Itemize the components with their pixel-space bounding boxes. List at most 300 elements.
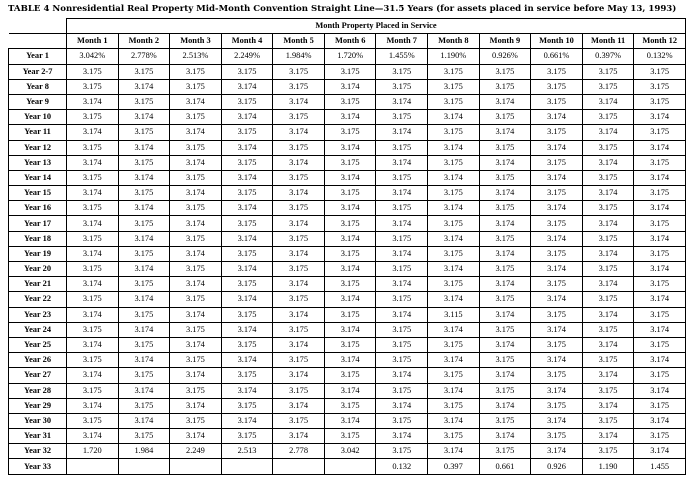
table-body [9,49,686,474]
row-label: Year 20 [9,262,67,277]
table-cell: 3.175 [273,201,325,216]
table-cell: 3.175 [376,262,428,277]
table-cell: 3.175 [170,140,222,155]
table-row [9,125,686,140]
table-cell: 3.175 [118,246,170,261]
table-cell: 3.175 [273,383,325,398]
table-cell: 3.175 [531,429,583,444]
table-cell: 3.175 [221,307,273,322]
table-cell: 3.175 [118,368,170,383]
table-cell: 3.174 [531,383,583,398]
table-cell: 3.174 [324,170,376,185]
table-cell: 3.175 [118,155,170,170]
table-cell: 3.174 [582,429,634,444]
table-cell: 3.174 [479,94,531,109]
table-cell: 3.174 [531,262,583,277]
table-cell: 3.174 [170,155,222,170]
table-cell: 3.174 [582,216,634,231]
table-cell: 3.175 [273,353,325,368]
table-cell: 3.174 [634,231,686,246]
table-cell: 3.174 [428,322,480,337]
table-cell: 3.175 [67,383,119,398]
table-cell: 3.174 [376,277,428,292]
table-cell: 3.174 [479,125,531,140]
row-label: Year 30 [9,413,67,428]
table-cell: 3.174 [582,277,634,292]
table-cell: 3.174 [479,155,531,170]
table-cell: 3.175 [376,322,428,337]
table-cell: 3.175 [531,186,583,201]
table-cell: 3.174 [221,413,273,428]
table-cell: 3.174 [376,429,428,444]
table-cell: 3.175 [428,368,480,383]
table-cell: 3.174 [428,383,480,398]
table-cell: 3.175 [67,170,119,185]
table-cell [273,459,325,474]
table-cell: 3.175 [221,125,273,140]
table-cell: 3.175 [67,322,119,337]
table-cell: 3.175 [273,231,325,246]
table-cell: 3.174 [324,383,376,398]
table-cell: 3.174 [376,125,428,140]
table-cell: 3.174 [582,155,634,170]
table-cell: 3.175 [324,398,376,413]
table-cell: 3.175 [428,186,480,201]
span-header-row [9,19,686,34]
table-row [9,277,686,292]
table-row [9,429,686,444]
table-cell: 3.175 [428,277,480,292]
table-row [9,170,686,185]
table-cell: 3.175 [582,292,634,307]
row-label: Year 31 [9,429,67,444]
table-cell: 3.175 [221,246,273,261]
table-cell: 3.175 [531,277,583,292]
table-cell: 3.174 [170,216,222,231]
table-cell: 3.175 [376,337,428,352]
table-cell: 3.174 [479,429,531,444]
table-row [9,49,686,64]
table-cell: 3.175 [221,186,273,201]
table-cell: 3.174 [376,307,428,322]
table-cell: 3.174 [428,231,480,246]
column-header-row [9,34,686,49]
table-cell: 3.175 [376,383,428,398]
table-cell: 3.175 [324,216,376,231]
row-label: Year 26 [9,353,67,368]
table-cell [170,459,222,474]
table-cell: 3.175 [273,170,325,185]
table-cell: 3.042 [324,444,376,459]
table-cell: 3.174 [273,277,325,292]
table-row [9,292,686,307]
table-cell: 3.175 [531,398,583,413]
table-cell: 3.174 [221,201,273,216]
table-cell: 3.174 [118,292,170,307]
table-cell: 3.175 [118,429,170,444]
row-label: Year 21 [9,277,67,292]
table-cell: 3.175 [479,353,531,368]
table-cell: 0.397% [582,49,634,64]
column-header: Month 1 [67,34,119,49]
table-cell: 3.174 [67,216,119,231]
depreciation-table [8,18,686,475]
table-row [9,186,686,201]
table-cell: 3.174 [428,262,480,277]
table-cell: 3.174 [582,125,634,140]
table-cell: 3.175 [376,170,428,185]
table-cell: 3.174 [170,429,222,444]
column-header: Month 5 [273,34,325,49]
table-cell: 3.174 [428,140,480,155]
table-cell: 3.175 [582,79,634,94]
table-cell: 3.174 [67,429,119,444]
table-cell: 0.132 [376,459,428,474]
row-label: Year 23 [9,307,67,322]
table-row [9,155,686,170]
table-cell: 3.174 [221,383,273,398]
table-cell: 3.175 [428,64,480,79]
table-cell: 3.175 [221,429,273,444]
table-cell: 3.174 [324,353,376,368]
table-cell: 3.174 [273,186,325,201]
table-cell: 3.174 [634,353,686,368]
table-row [9,307,686,322]
table-cell: 3.175 [634,246,686,261]
table-cell: 3.175 [428,246,480,261]
table-cell: 3.174 [428,170,480,185]
table-cell: 1.190 [582,459,634,474]
table-cell: 3.174 [428,110,480,125]
table-cell: 3.175 [634,79,686,94]
table-cell: 3.175 [118,337,170,352]
table-cell: 3.175 [479,322,531,337]
row-label: Year 19 [9,246,67,261]
row-label: Year 18 [9,231,67,246]
table-cell: 3.175 [582,322,634,337]
table-cell: 3.175 [170,262,222,277]
table-cell: 3.174 [479,368,531,383]
table-row [9,353,686,368]
table-cell: 3.174 [273,307,325,322]
table-cell: 3.175 [479,79,531,94]
table-cell: 3.174 [479,246,531,261]
table-cell: 3.175 [324,186,376,201]
table-cell: 3.175 [67,231,119,246]
table-cell: 3.174 [531,322,583,337]
table-cell: 3.175 [428,125,480,140]
row-label: Year 16 [9,201,67,216]
table-row [9,79,686,94]
table-cell: 3.174 [170,398,222,413]
table-cell: 3.174 [376,186,428,201]
table-cell: 3.174 [67,186,119,201]
table-cell: 3.175 [118,64,170,79]
table-cell: 3.175 [531,125,583,140]
table-cell: 3.174 [428,201,480,216]
table-cell: 2.513% [170,49,222,64]
table-cell: 3.175 [479,444,531,459]
table-cell: 3.175 [118,216,170,231]
table-cell: 3.175 [634,216,686,231]
table-cell: 3.174 [170,125,222,140]
table-cell: 3.174 [67,155,119,170]
table-cell: 3.175 [273,292,325,307]
table-cell: 3.174 [479,398,531,413]
table-cell: 3.175 [531,155,583,170]
table-cell: 3.175 [531,368,583,383]
table-cell: 1.455% [376,49,428,64]
table-cell: 3.175 [324,246,376,261]
table-cell [67,459,119,474]
table-cell: 3.115 [428,307,480,322]
table-cell: 2.778 [273,444,325,459]
table-cell: 3.175 [479,64,531,79]
table-cell: 3.174 [118,353,170,368]
table-cell: 3.174 [428,353,480,368]
table-cell: 3.175 [221,368,273,383]
table-cell: 3.174 [582,337,634,352]
table-cell: 3.174 [634,292,686,307]
table-cell: 3.175 [221,216,273,231]
table-cell: 3.174 [324,79,376,94]
table-cell: 0.397 [428,459,480,474]
row-label: Year 29 [9,398,67,413]
table-cell: 1.720% [324,49,376,64]
table-cell: 3.174 [118,140,170,155]
table-cell: 3.175 [324,94,376,109]
table-cell: 3.175 [376,201,428,216]
table-cell: 3.174 [67,307,119,322]
row-label: Year 22 [9,292,67,307]
column-header: Month 8 [428,34,480,49]
table-cell: 3.175 [221,64,273,79]
table-cell: 3.175 [428,94,480,109]
table-cell: 3.175 [531,216,583,231]
table-cell: 3.175 [118,125,170,140]
table-row [9,64,686,79]
table-cell: 3.175 [170,413,222,428]
table-row [9,444,686,459]
table-cell: 3.175 [221,398,273,413]
table-cell: 3.174 [118,322,170,337]
table-cell: 2.513 [221,444,273,459]
table-cell: 3.175 [170,110,222,125]
table-row [9,368,686,383]
table-cell: 3.175 [221,277,273,292]
row-label: Year 1 [9,49,67,64]
table-cell: 3.174 [634,444,686,459]
table-cell: 3.175 [634,398,686,413]
table-cell: 3.174 [479,307,531,322]
table-cell: 3.174 [170,277,222,292]
table-cell: 3.174 [324,413,376,428]
table-cell: 3.175 [582,383,634,398]
table-cell: 3.175 [118,277,170,292]
table-cell: 3.175 [376,140,428,155]
table-cell: 3.174 [170,94,222,109]
table-cell: 3.175 [376,413,428,428]
table-cell: 3.175 [479,262,531,277]
table-cell: 3.174 [324,231,376,246]
column-header: Month 12 [634,34,686,49]
table-cell: 3.175 [582,353,634,368]
table-row [9,216,686,231]
table-cell: 0.661 [479,459,531,474]
table-cell: 3.175 [273,64,325,79]
table-cell: 3.174 [324,110,376,125]
table-cell: 3.175 [273,79,325,94]
table-cell: 0.926% [479,49,531,64]
table-cell: 3.174 [118,262,170,277]
table-cell: 3.174 [273,155,325,170]
table-cell: 3.175 [170,170,222,185]
table-cell: 3.174 [428,292,480,307]
table-cell: 3.174 [273,125,325,140]
table-cell: 3.174 [221,79,273,94]
table-cell: 3.175 [118,186,170,201]
table-cell: 3.175 [479,201,531,216]
table-cell: 3.174 [221,353,273,368]
row-label: Year 33 [9,459,67,474]
table-cell: 3.175 [428,429,480,444]
table-cell: 3.174 [273,94,325,109]
table-cell: 3.175 [67,64,119,79]
table-cell: 3.174 [634,140,686,155]
table-cell: 3.174 [531,201,583,216]
table-cell: 3.174 [273,368,325,383]
table-cell: 3.174 [531,170,583,185]
table-cell: 3.174 [531,292,583,307]
row-label: Year 27 [9,368,67,383]
table-cell: 3.175 [531,307,583,322]
table-cell: 3.175 [170,201,222,216]
table-cell: 3.175 [170,64,222,79]
corner-cell-2 [9,34,67,49]
table-cell: 3.175 [634,277,686,292]
row-label: Year 13 [9,155,67,170]
table-cell: 3.174 [582,368,634,383]
table-cell: 3.175 [170,292,222,307]
table-cell: 3.175 [582,262,634,277]
table-cell: 3.174 [170,368,222,383]
table-cell: 3.174 [376,368,428,383]
table-cell: 0.926 [531,459,583,474]
table-cell: 3.175 [67,413,119,428]
table-cell: 0.661% [531,49,583,64]
table-cell: 3.175 [531,246,583,261]
table-cell: 3.174 [118,170,170,185]
table-cell: 3.174 [531,353,583,368]
column-header: Month 4 [221,34,273,49]
table-cell: 3.174 [221,322,273,337]
table-row [9,459,686,474]
row-label: Year 14 [9,170,67,185]
table-cell: 3.175 [118,398,170,413]
table-cell: 3.174 [582,307,634,322]
table-cell: 1.720 [67,444,119,459]
table-cell: 3.175 [634,429,686,444]
table-cell: 3.174 [324,201,376,216]
table-cell: 3.175 [376,353,428,368]
table-cell: 3.175 [634,125,686,140]
table-cell: 3.174 [221,262,273,277]
table-cell: 3.175 [634,337,686,352]
table-cell: 2.249% [221,49,273,64]
table-cell: 3.175 [170,79,222,94]
table-cell: 3.174 [118,413,170,428]
table-row [9,337,686,352]
table-cell: 3.175 [634,155,686,170]
row-label: Year 32 [9,444,67,459]
table-cell: 3.174 [376,398,428,413]
table-cell: 1.984 [118,444,170,459]
table-cell: 3.175 [634,64,686,79]
table-cell: 3.175 [324,155,376,170]
table-row [9,110,686,125]
table-cell: 3.175 [376,444,428,459]
table-cell: 3.174 [221,110,273,125]
table-cell: 3.174 [170,337,222,352]
table-cell: 3.175 [376,110,428,125]
table-cell: 2.778% [118,49,170,64]
table-cell: 3.175 [324,64,376,79]
table-cell: 3.174 [273,337,325,352]
table-cell: 3.174 [324,322,376,337]
row-label: Year 8 [9,79,67,94]
table-cell: 3.175 [531,79,583,94]
table-cell: 3.175 [273,140,325,155]
row-label: Year 15 [9,186,67,201]
table-cell: 3.175 [582,231,634,246]
column-header: Month 7 [376,34,428,49]
table-cell: 3.175 [324,337,376,352]
table-cell: 3.175 [428,216,480,231]
table-cell: 3.175 [324,125,376,140]
row-label: Year 2-7 [9,64,67,79]
table-cell: 1.984% [273,49,325,64]
table-cell: 3.175 [428,398,480,413]
table-cell: 3.174 [324,140,376,155]
row-label: Year 25 [9,337,67,352]
table-cell: 3.175 [582,170,634,185]
table-cell: 3.175 [582,110,634,125]
table-cell: 3.175 [479,231,531,246]
column-header: Month 9 [479,34,531,49]
table-row [9,231,686,246]
table-cell: 3.175 [67,110,119,125]
table-cell: 3.174 [221,231,273,246]
table-row [9,398,686,413]
column-header: Month 6 [324,34,376,49]
table-cell: 3.174 [273,429,325,444]
table-cell: 3.174 [170,307,222,322]
column-header: Month 3 [170,34,222,49]
row-label: Year 24 [9,322,67,337]
table-cell: 3.174 [634,201,686,216]
table-row [9,322,686,337]
table-cell: 3.175 [273,110,325,125]
table-cell: 1.455 [634,459,686,474]
table-cell: 3.175 [221,337,273,352]
table-cell: 3.175 [582,444,634,459]
table-cell: 3.175 [324,277,376,292]
table-cell: 3.174 [67,277,119,292]
table-cell: 3.174 [428,444,480,459]
table-cell: 3.175 [67,292,119,307]
table-cell: 3.174 [582,186,634,201]
table-cell: 3.175 [67,79,119,94]
